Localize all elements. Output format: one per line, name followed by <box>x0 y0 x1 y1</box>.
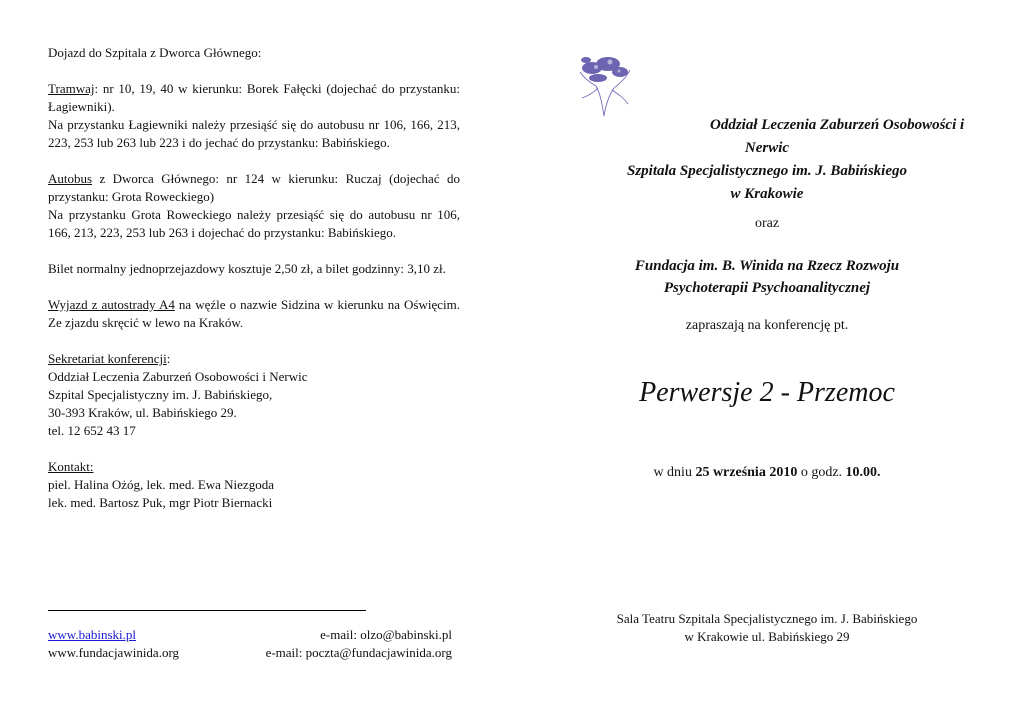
venue-line: Sala Teatru Szpitala Specjalistycznego im. J. Babińskiego <box>616 611 918 626</box>
footer-contacts <box>48 626 452 662</box>
tram-label: Tramwaj <box>48 81 95 96</box>
time-value: 10.00. <box>845 465 881 480</box>
tree-sketch-logo <box>574 48 634 118</box>
organizer-hospital <box>560 114 974 206</box>
invitation-text: zapraszają na konferencję pt. <box>685 318 849 333</box>
venue-line: w Krakowie ul. Babińskiego 29 <box>684 629 850 644</box>
date-value: 25 września 2010 <box>695 465 798 480</box>
conference-title: Perwersje 2 - Przemoc <box>639 377 895 408</box>
organizer-hospital-line: Oddział Leczenia Zaburzeń Osobowości i <box>710 117 965 133</box>
footer-divider <box>48 610 366 611</box>
contact-row-hospital <box>48 626 452 644</box>
tram-transfer: Na przystanku Łagiewniki należy przesiąść się do autobusu nr 106, 166, 213, 223, 253 lub 263 lub 223 i do jechać do przystanku: Babińskiego. <box>48 117 460 150</box>
contact-line: lek. med. Bartosz Puk, mgr Piotr Biernacki <box>48 495 273 510</box>
secretariat-line: 30-393 Kraków, ul. Babińskiego 29. <box>48 405 237 420</box>
secretariat-line: Oddział Leczenia Zaburzeń Osobowości i Nerwic <box>48 369 308 384</box>
bus-transfer: Na przystanku Grota Roweckiego należy przesiąść się do autobusu nr 106, 166, 213, 223, 253 lub 263 i dojechać do przystanku: Babińskiego. <box>48 207 460 240</box>
secretariat-heading: Sekretariat konferencji: <box>48 351 171 366</box>
organizer-foundation-line: Fundacja im. B. Winida na Rzecz Rozwoju <box>634 258 900 274</box>
contact-row-foundation <box>48 644 452 662</box>
highway-label: Wyjazd z autostrady A4 <box>48 297 175 312</box>
tram-text: : nr 10, 19, 40 w kierunku: Borek Fałęcki (dojechać do przystanku: Łagiewniki). <box>48 81 460 114</box>
organizer-hospital-line: w Krakowie <box>730 186 804 202</box>
bus-label: Autobus <box>48 171 93 186</box>
directions-column <box>48 44 460 512</box>
foundation-website: www.fundacjawinida.org <box>48 645 180 660</box>
ticket-info: Bilet normalny jednoprzejazdowy kosztuje 2,50 zł, a bilet godzinny: 3,10 zł. <box>48 261 446 276</box>
organizer-foundation-line: Psychoterapii Psychoanalitycznej <box>663 280 871 296</box>
secretariat-line: Szpital Specjalistyczny im. J. Babińskiego, <box>48 387 273 402</box>
bus-paragraph <box>48 170 460 206</box>
venue <box>560 610 974 646</box>
contact-heading <box>48 458 460 476</box>
secretariat-label: Sekretariat konferencji <box>48 351 167 366</box>
contact-line: piel. Halina Ożóg, lek. med. Ewa Niezgoda <box>48 477 274 492</box>
conference-date: w dniu 25 września 2010 o godz. 10.00. <box>653 465 881 480</box>
tram-paragraph <box>48 80 460 116</box>
organizer-hospital-line: Nerwic <box>744 140 790 156</box>
secretariat-line: tel. 12 652 43 17 <box>48 423 136 438</box>
highway-text: na węźle o nazwie Sidzina w kierunku na Oświęcim. Ze zjazdu skręcić w lewo na Kraków. <box>48 297 460 330</box>
organizer-foundation <box>560 255 974 299</box>
directions-heading: Dojazd do Szpitala z Dworca Głównego: <box>48 45 262 60</box>
bus-text: z Dworca Głównego: nr 124 w kierunku: Ruczaj (dojechać do przystanku: Grota Roweckiego) <box>48 171 460 204</box>
foundation-email: e-mail: poczta@fundacjawinida.org <box>265 645 452 660</box>
highway-paragraph <box>48 296 460 332</box>
conjunction: oraz <box>754 216 780 231</box>
organizer-hospital-line: Szpitala Specjalistycznego im. J. Babińskiego <box>626 163 907 179</box>
hospital-email: e-mail: olzo@babinski.pl <box>320 627 452 642</box>
hospital-website-link[interactable]: www.babinski.pl <box>48 627 136 642</box>
contact-label: Kontakt: <box>48 459 94 474</box>
